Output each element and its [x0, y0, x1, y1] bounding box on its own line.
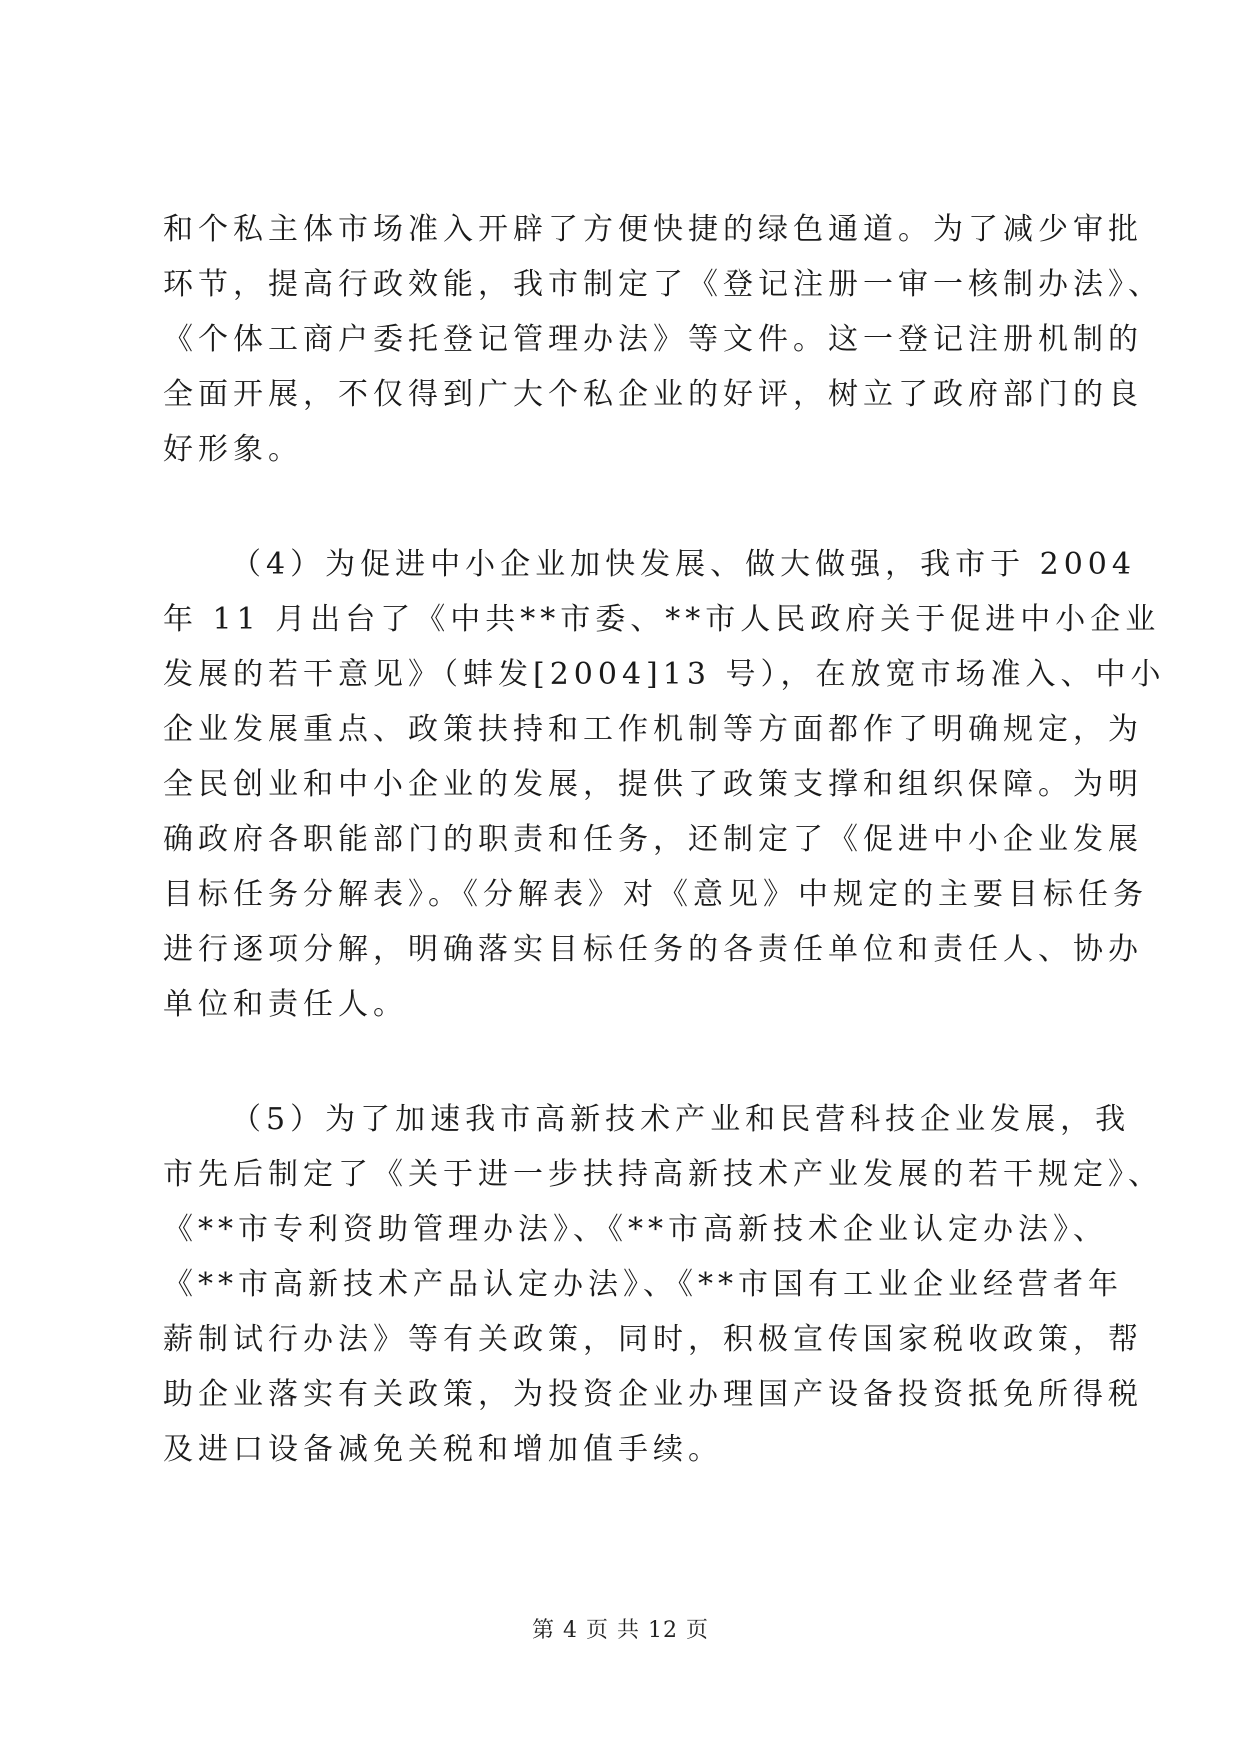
- text-line: 全面开展，不仅得到广大个私企业的好评，树立了政府部门的良: [163, 377, 1143, 412]
- text-line: 单位和责任人。: [163, 987, 408, 1022]
- text-line: 和个私主体市场准入开辟了方便快捷的绿色通道。为了减少审批: [163, 212, 1143, 247]
- text-line: 薪制试行办法》等有关政策，同时，积极宣传国家税收政策，帮: [163, 1322, 1143, 1357]
- text-line: 助企业落实有关政策，为投资企业办理国产设备投资抵免所得税: [163, 1377, 1143, 1412]
- text-line: 《个体工商户委托登记管理办法》等文件。这一登记注册机制的: [163, 322, 1143, 357]
- text-line: 《**市专利资助管理办法》、《**市高新技术企业认定办法》、: [163, 1212, 1108, 1247]
- text-line: 环节，提高行政效能，我市制定了《登记注册一审一核制办法》、: [163, 267, 1163, 302]
- text-line: 企业发展重点、政策扶持和工作机制等方面都作了明确规定，为: [163, 712, 1143, 747]
- text-line: 市先后制定了《关于进一步扶持高新技术产业发展的若干规定》、: [163, 1157, 1163, 1192]
- text-line: 确政府各职能部门的职责和任务，还制定了《促进中小企业发展: [163, 822, 1143, 857]
- text-line: 《**市高新技术产品认定办法》、《**市国有工业企业经营者年: [163, 1267, 1123, 1302]
- page-number-footer: 第 4 页 共 12 页: [532, 1618, 709, 1643]
- text-line: 及进口设备减免关税和增加值手续。: [163, 1432, 723, 1467]
- paragraph-4-first-line: （4）为促进中小企业加快发展、做大做强，我市于 2004: [231, 547, 1136, 582]
- text-line: 年 11 月出台了《中共**市委、**市人民政府关于促进中小企业: [163, 602, 1161, 637]
- paragraph-5-first-line: （5）为了加速我市高新技术产业和民营科技企业发展，我: [231, 1102, 1131, 1137]
- text-line: 好形象。: [163, 432, 303, 467]
- text-line: 进行逐项分解，明确落实目标任务的各责任单位和责任人、协办: [163, 932, 1143, 967]
- text-line: 发展的若干意见》（蚌发[2004]13 号），在放宽市场准入、中小: [163, 657, 1166, 692]
- text-line: 全民创业和中小企业的发展，提供了政策支撑和组织保障。为明: [163, 767, 1143, 802]
- text-line: 目标任务分解表》。《分解表》对《意见》中规定的主要目标任务: [163, 877, 1148, 912]
